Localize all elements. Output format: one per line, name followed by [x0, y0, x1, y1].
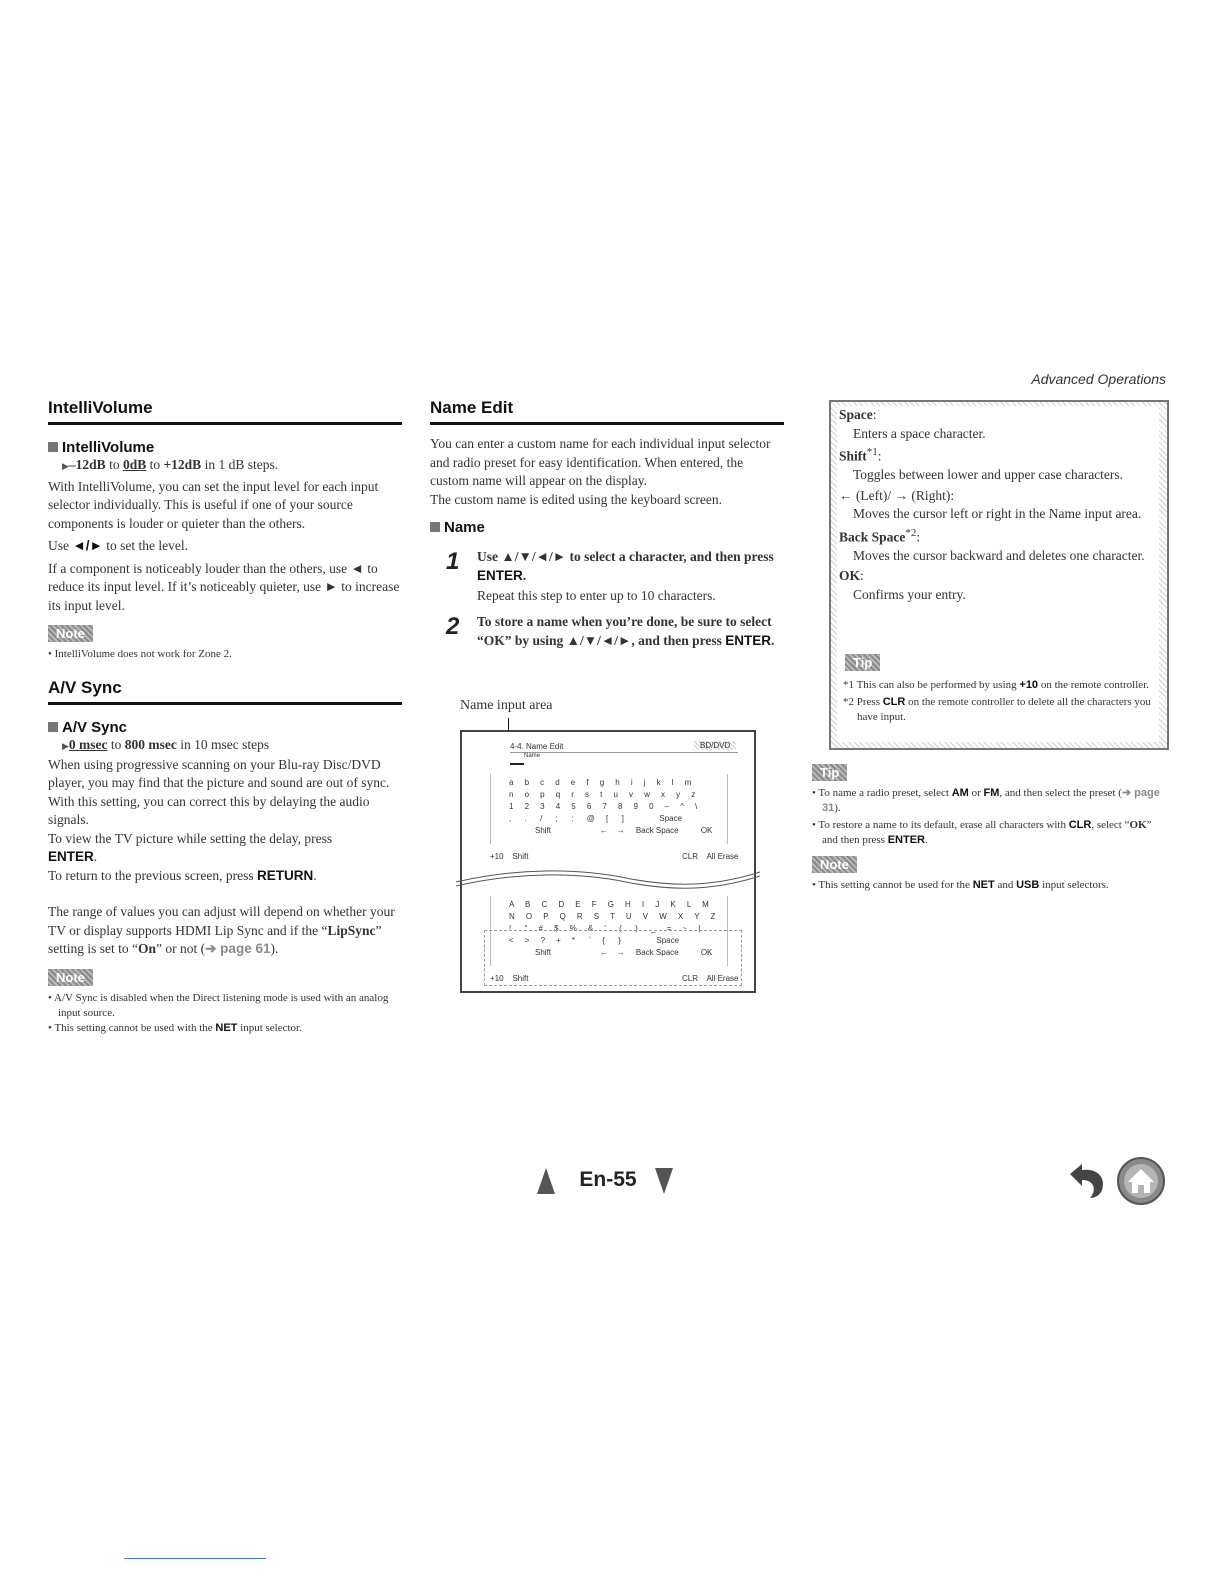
kb-upper-footer-left: +10 Shift [490, 974, 529, 983]
square-bullet-icon [48, 722, 58, 732]
next-page-icon[interactable] [655, 1168, 673, 1194]
tip-badge: Tip [812, 764, 847, 781]
kb-upper-row-5: Shift ← → Back Space OK [535, 948, 713, 957]
previous-page-icon[interactable] [537, 1168, 555, 1194]
intellivolume-note: • IntelliVolume does not work for Zone 2. [48, 648, 232, 660]
kb-upper-row-1: A B C D E F G H I J K L M [509, 900, 709, 909]
avsync-note-2: • This setting cannot be used with the NET input selector. [48, 1021, 302, 1034]
note-badge: Note [48, 969, 93, 986]
chapter-header: Advanced Operations [1031, 371, 1166, 387]
space-desc: Enters a space character. [853, 425, 986, 441]
kb-upper-row-4: < > ? + * ` { } Space [509, 936, 680, 945]
intellivolume-range: ▶–12dB to 0dB to +12dB in 1 dB steps. [62, 457, 279, 472]
avsync-range: ▶0 msec to 800 msec in 10 msec steps [62, 737, 270, 752]
note-badge: Note [48, 625, 93, 642]
kb-upper-row-2: N O P Q R S T U V W X Y Z [509, 912, 716, 921]
footnote-1: *1 This can also be performed by using +10 on the remote controller. [843, 679, 1149, 691]
tip-1: • To name a radio preset, select AM or FM, and then select the preset (➔ page 31). [812, 787, 1160, 814]
intellivolume-title: IntelliVolume [48, 398, 402, 425]
intellivolume-section [48, 398, 402, 662]
name-edit-desc: You can enter a custom name for each individual input selector and radio preset for easy identification. When entered, the custom name will appear on the display. [430, 436, 771, 488]
triangle-right-icon: ▶ [62, 741, 69, 751]
intellivolume-use: Use ◄/► to set the level. [48, 538, 188, 553]
square-bullet-icon [430, 522, 440, 532]
tip-badge: Tip [845, 654, 880, 671]
space-label: Space: [839, 407, 877, 422]
name-edit-tips [812, 764, 1164, 893]
avsync-view: To view the TV picture while setting the delay, press ENTER. [48, 830, 333, 864]
name-subtitle: Name [430, 519, 784, 536]
shift-label: Shift$^{*1}$: [839, 446, 882, 464]
kb-lower-row-2: n o p q r s t u v w x y z [509, 790, 696, 799]
key-reference-inner [837, 406, 1159, 676]
kb-lower-footer-right: CLR All Erase [682, 852, 739, 861]
step-1 [446, 548, 786, 606]
intellivolume-adjust: If a component is noticeably louder than the others, use ◄ to reduce its input level. If it’s noticeably quieter, use ► to increase its input level. [48, 560, 400, 613]
ok-desc: Confirms your entry. [853, 586, 966, 602]
home-icon[interactable] [1116, 1156, 1166, 1206]
step-1-number: 1 [446, 548, 460, 575]
back-icon[interactable] [1064, 1160, 1110, 1200]
kb-lower-row-1: a b c d e f g h i j k l m [509, 778, 692, 787]
square-bullet-icon [48, 442, 58, 452]
kb-upper-row-3: ! " # $ % & ' ( ) _ = ~ | [509, 924, 701, 933]
kb-cursor [510, 763, 524, 765]
avsync-subtitle: A/V Sync [48, 719, 402, 736]
name-input-area-callout: Name input area [460, 698, 553, 713]
page-61-link[interactable]: ➔ page 61 [205, 941, 271, 956]
kb-lower-grid [490, 774, 728, 844]
step-2-number: 2 [446, 613, 460, 640]
kb-break-wave [456, 864, 760, 894]
intellivolume-subtitle: IntelliVolume [48, 439, 402, 456]
kb-lower-row-5: Shift ← → Back Space OK [535, 826, 713, 835]
keyboard-screen-illustration [460, 730, 756, 993]
kb-header-rule [510, 752, 738, 753]
page-number: En-55 [579, 1168, 637, 1191]
step-2 [446, 613, 786, 650]
step-1-detail: Repeat this step to enter up to 10 characters. [477, 588, 716, 603]
step-1-text: Use ▲/▼/◄/► to select a character, and then press ENTER. [477, 549, 774, 583]
footnote-2: *2 Press CLR on the remote controller to delete all the characters you have input. [843, 696, 1151, 723]
tip-2: • To restore a name to its default, erase all characters with CLR, select “OK” and then press ENTER. [812, 819, 1152, 846]
note-badge: Note [812, 856, 857, 873]
shift-desc: Toggles between lower and upper case characters. [853, 467, 1124, 482]
kb-name-label: Name [524, 753, 541, 759]
avsync-title: A/V Sync [48, 678, 402, 705]
avsync-desc: When using progressive scanning on your Blu-ray Disc/DVD player, you may find that the picture and sound are out of sync. With this setting, you can correct this by delaying the audio signals. [48, 756, 390, 827]
backspace-label: Back Space$^{*2}$: [839, 526, 921, 544]
kb-lower-row-3: 1 2 3 4 5 6 7 8 9 0 – ^ \ [509, 802, 698, 811]
key-reference-box [829, 400, 1169, 750]
name-edit-note: • This setting cannot be used for the NET and USB input selectors. [812, 879, 1109, 891]
triangle-right-icon: ▶ [62, 461, 69, 471]
ok-label: OK: [839, 568, 864, 583]
avsync-section [48, 678, 402, 1036]
kb-upper-footer-right: CLR All Erase [682, 974, 739, 983]
arrows-desc: Moves the cursor left or right in the Name input area. [853, 506, 1142, 521]
arrows-label: ← (Left)/ → (Right): [839, 487, 955, 503]
kb-header-input: BD/DVD [694, 741, 736, 750]
kb-lower-footer-left: +10 Shift [490, 852, 529, 861]
name-edit-section [430, 398, 784, 536]
kb-header-title: 4-4. Name Edit [510, 742, 564, 751]
key-footnotes [837, 676, 1159, 742]
backspace-desc: Moves the cursor backward and deletes one character. [853, 547, 1145, 563]
step-2-text: To store a name when you’re done, be sure to select “OK” by using ▲/▼/◄/►, and then press ENTER. [477, 614, 775, 648]
avsync-range-desc: The range of values you can adjust will depend on whether your TV or display supports HDMI Lip Sync and if the “LipSync” setting is set to “On” or not (➔ page 61). [48, 904, 395, 956]
page-31-link[interactable]: ➔ page 31 [822, 787, 1160, 814]
name-edit-title: Name Edit [430, 398, 784, 425]
avsync-note-1: • A/V Sync is disabled when the Direct listening mode is used with an analog input source. [48, 991, 389, 1019]
intellivolume-desc: With IntelliVolume, you can set the input level for each input selector individually. This is useful if one of your source components is louder or quieter than the others. [48, 478, 379, 531]
kb-lower-row-4: , . / ; : @ [ ] Space [509, 814, 683, 823]
avsync-return: To return to the previous screen, press RETURN. [48, 867, 317, 883]
name-edit-keyboard-desc: The custom name is edited using the keyboard screen. [430, 491, 723, 507]
bottom-link-rule [124, 1558, 266, 1559]
